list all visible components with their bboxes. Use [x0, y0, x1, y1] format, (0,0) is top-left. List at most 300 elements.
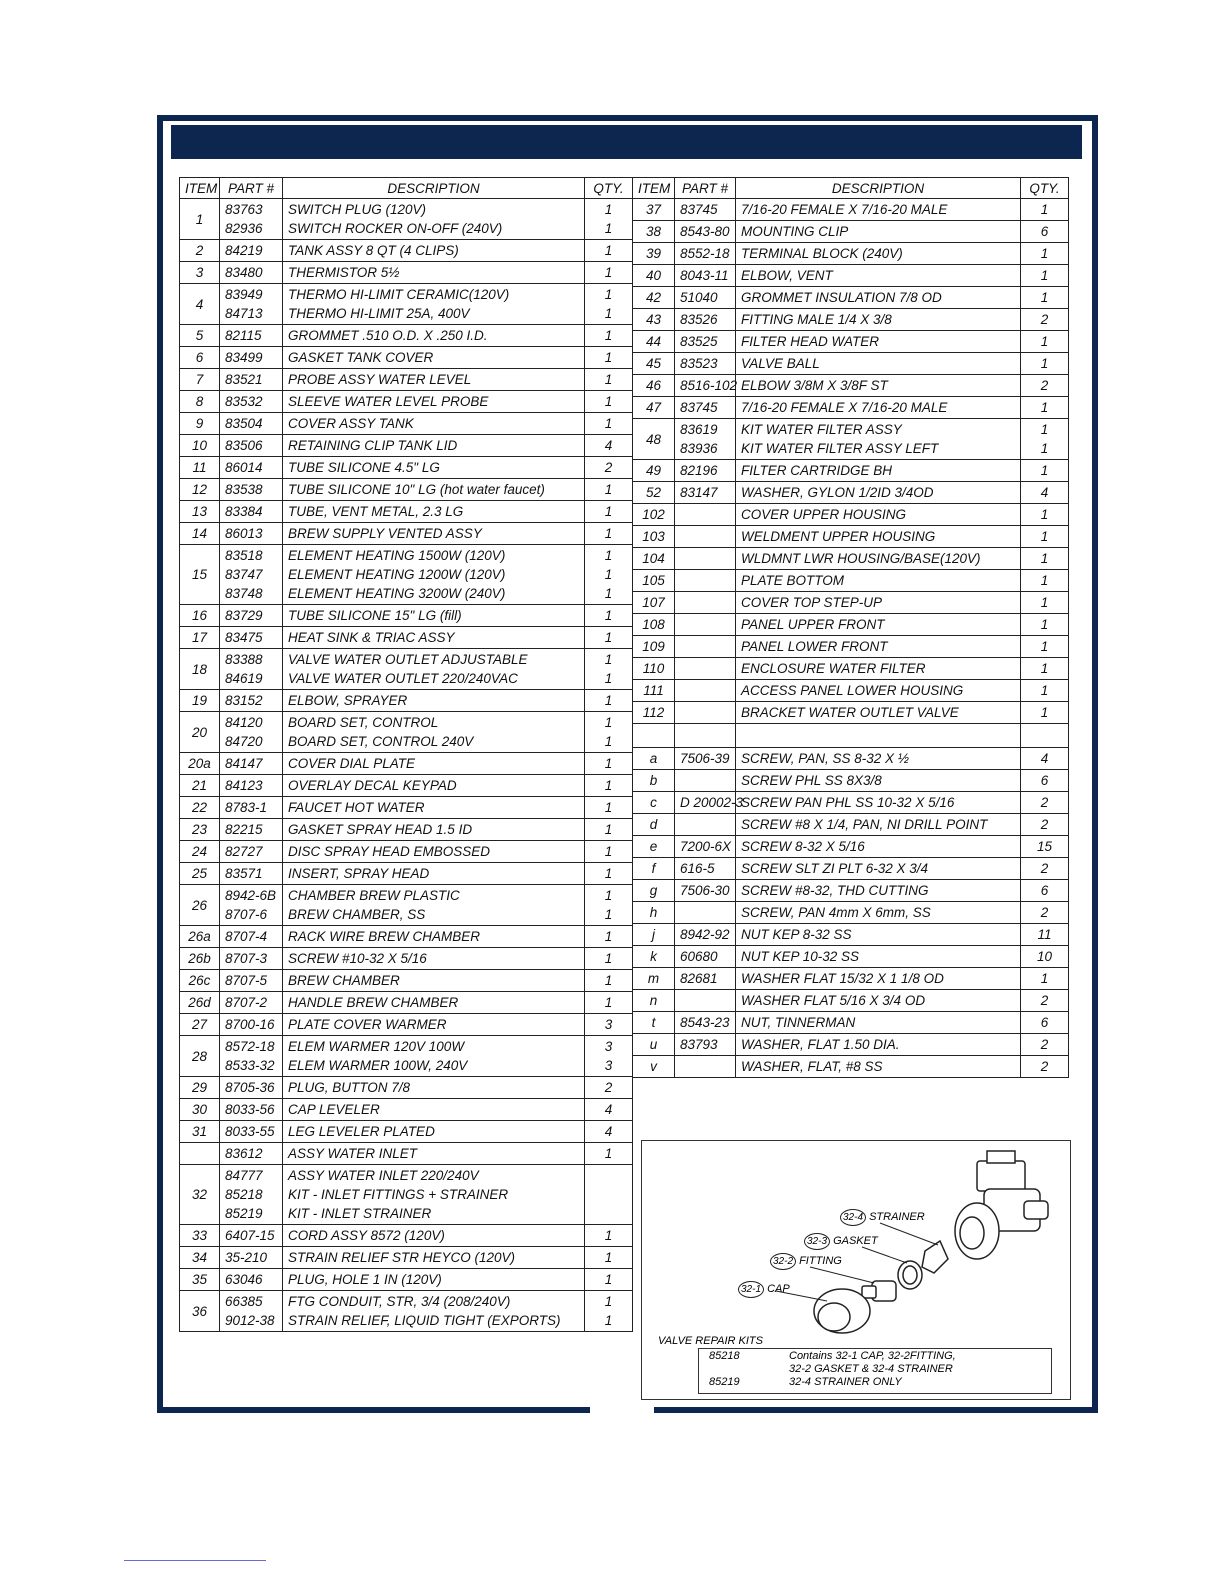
description-text: SCREW SLT ZI PLT 6-32 X 3/4: [741, 861, 929, 876]
qty-cell: [1021, 570, 1069, 592]
item-cell: 21: [180, 775, 220, 797]
description-text: ACCESS PANEL LOWER HOUSING: [741, 683, 964, 698]
table-row: [180, 885, 633, 926]
table-row: [180, 262, 633, 284]
part-cell: [675, 570, 736, 592]
qty-text: 1: [604, 265, 613, 280]
description-cell: [283, 970, 585, 992]
item-cell: m: [633, 968, 675, 990]
part-cell: [220, 885, 283, 926]
description-cell: [283, 545, 585, 605]
description-text: FILTER CARTRIDGE BH: [741, 463, 893, 478]
qty-cell: [585, 262, 633, 284]
description-cell: [736, 748, 1021, 770]
table-row: [633, 592, 1069, 614]
item-cell: 25: [180, 863, 220, 885]
qty-text: 1: [604, 287, 613, 302]
part-cell: [220, 1014, 283, 1036]
qty-text: 1: [604, 1313, 613, 1328]
table-row: [180, 1036, 633, 1077]
part-cell: [220, 240, 283, 262]
part-text: 83152: [225, 693, 263, 708]
part-cell: [220, 391, 283, 413]
item-cell: 46: [633, 375, 675, 397]
qty-text: 1: [1040, 463, 1049, 478]
description-text: ASSY WATER INLET: [288, 1146, 418, 1161]
description-text: LEG LEVELER PLATED: [288, 1124, 435, 1139]
part-text: 83936: [680, 441, 718, 456]
table-row: [180, 1291, 633, 1332]
part-text: 83521: [225, 372, 263, 387]
part-cell: [675, 331, 736, 353]
description-text: PROBE ASSY WATER LEVEL: [288, 372, 472, 387]
item-cell: 39: [633, 243, 675, 265]
description-cell: [736, 592, 1021, 614]
description-cell: [736, 526, 1021, 548]
qty-text: 2: [1040, 1037, 1049, 1052]
qty-text: 6: [1040, 773, 1049, 788]
description-cell: [283, 369, 585, 391]
item-cell: 18: [180, 649, 220, 690]
part-text: 8572-18: [225, 1039, 275, 1054]
qty-cell: [585, 1165, 633, 1225]
item-cell: 2: [180, 240, 220, 262]
qty-cell: [1021, 902, 1069, 924]
description-text: KIT WATER FILTER ASSY: [741, 422, 902, 437]
item-cell: 38: [633, 221, 675, 243]
qty-text: 4: [1040, 751, 1049, 766]
part-cell: [220, 501, 283, 523]
qty-cell: [585, 435, 633, 457]
table-row: [180, 325, 633, 347]
part-cell: [220, 690, 283, 712]
table-row: [633, 946, 1069, 968]
qty-cell: [585, 1247, 633, 1269]
description-cell: [283, 605, 585, 627]
part-text: 86014: [225, 460, 263, 475]
description-text: ELBOW, VENT: [741, 268, 833, 283]
description-text: PANEL LOWER FRONT: [741, 639, 888, 654]
part-text: 83147: [680, 485, 718, 500]
part-cell: [675, 548, 736, 570]
table-row: [180, 284, 633, 325]
qty-text: 1: [1040, 507, 1049, 522]
description-text: VALVE BALL: [741, 356, 820, 371]
item-cell: 22: [180, 797, 220, 819]
part-cell: [220, 1247, 283, 1269]
part-cell: [675, 880, 736, 902]
description-text: 7/16-20 FEMALE X 7/16-20 MALE: [741, 202, 948, 217]
item-cell: 12: [180, 479, 220, 501]
item-cell: 6: [180, 347, 220, 369]
qty-text: 1: [604, 734, 613, 749]
qty-cell: [1021, 460, 1069, 482]
item-cell: v: [633, 1056, 675, 1078]
item-cell: 9: [180, 413, 220, 435]
qty-text: 2: [1040, 993, 1049, 1008]
qty-text: 1: [1040, 356, 1049, 371]
part-cell: [675, 243, 736, 265]
table-row: [633, 968, 1069, 990]
description-cell: [283, 753, 585, 775]
description-cell: [736, 658, 1021, 680]
qty-text: 1: [1040, 422, 1049, 437]
description-cell: [283, 863, 585, 885]
item-cell: [180, 1143, 220, 1165]
part-cell: [220, 457, 283, 479]
table-row: [180, 523, 633, 545]
table-row: [180, 435, 633, 457]
item-cell: 7: [180, 369, 220, 391]
item-cell: n: [633, 990, 675, 1012]
table-row: [633, 265, 1069, 287]
description-text: SWITCH ROCKER ON-OFF (240V): [288, 221, 503, 236]
description-text: VALVE WATER OUTLET ADJUSTABLE: [288, 652, 528, 667]
qty-text: 2: [604, 460, 613, 475]
part-cell: [220, 753, 283, 775]
qty-text: 1: [1040, 441, 1049, 456]
qty-text: 1: [1040, 595, 1049, 610]
qty-text: 1: [604, 243, 613, 258]
part-text: 83793: [680, 1037, 718, 1052]
table-row: [180, 819, 633, 841]
qty-cell: [1021, 375, 1069, 397]
qty-text: 10: [1036, 949, 1053, 964]
description-text: SCREW #10-32 X 5/16: [288, 951, 427, 966]
item-cell: 49: [633, 460, 675, 482]
description-cell: [736, 924, 1021, 946]
description-cell: [283, 1225, 585, 1247]
part-cell: [220, 1099, 283, 1121]
description-cell: [283, 712, 585, 753]
description-text: WASHER, FLAT 1.50 DIA.: [741, 1037, 900, 1052]
description-cell: [283, 523, 585, 545]
description-cell: [283, 391, 585, 413]
item-cell: 23: [180, 819, 220, 841]
table-row: [180, 605, 633, 627]
description-text: ELEMENT HEATING 3200W (240V): [288, 586, 506, 601]
qty-text: 4: [604, 1102, 613, 1117]
qty-cell: [585, 1036, 633, 1077]
description-cell: [736, 482, 1021, 504]
description-cell: [283, 413, 585, 435]
part-text: 83747: [225, 567, 263, 582]
part-text: 82681: [680, 971, 718, 986]
qty-text: 1: [604, 693, 613, 708]
qty-cell: [585, 1014, 633, 1036]
header-band: [171, 125, 1082, 159]
description-cell: [736, 880, 1021, 902]
table-row: [633, 397, 1069, 419]
part-cell: [220, 605, 283, 627]
description-cell: [283, 457, 585, 479]
qty-cell: [585, 819, 633, 841]
description-cell: [736, 504, 1021, 526]
table-row: [180, 545, 633, 605]
description-cell: [736, 1012, 1021, 1034]
qty-text: 1: [1040, 268, 1049, 283]
item-cell: 109: [633, 636, 675, 658]
part-text: 85219: [225, 1206, 263, 1221]
description-cell: [283, 926, 585, 948]
table-row: [633, 902, 1069, 924]
table-row: [633, 702, 1069, 724]
part-text: 83949: [225, 287, 263, 302]
description-text: CAP LEVELER: [288, 1102, 380, 1117]
qty-text: 1: [604, 221, 613, 236]
description-cell: [736, 702, 1021, 724]
qty-text: 4: [604, 438, 613, 453]
table-row: [180, 413, 633, 435]
col-part: PART #: [675, 178, 736, 199]
qty-text: 1: [604, 778, 613, 793]
qty-text: 2: [1040, 817, 1049, 832]
description-text: GASKET SPRAY HEAD 1.5 ID: [288, 822, 473, 837]
item-cell: 43: [633, 309, 675, 331]
part-text: 84713: [225, 306, 263, 321]
qty-cell: [1021, 1056, 1069, 1078]
part-text: 8543-23: [680, 1015, 730, 1030]
part-cell: [220, 1165, 283, 1225]
description-text: ELEM WARMER 120V 100W: [288, 1039, 465, 1054]
table-row: [633, 1056, 1069, 1078]
description-cell: [736, 221, 1021, 243]
description-text: PLUG, HOLE 1 IN (120V): [288, 1272, 442, 1287]
description-text: PLUG, BUTTON 7/8: [288, 1080, 411, 1095]
table-row: [633, 570, 1069, 592]
qty-text: 3: [604, 1039, 613, 1054]
description-cell: [283, 649, 585, 690]
item-cell: 11: [180, 457, 220, 479]
description-text: RACK WIRE BREW CHAMBER: [288, 929, 481, 944]
table-row: [180, 479, 633, 501]
part-cell: [220, 863, 283, 885]
qty-text: 1: [604, 652, 613, 667]
item-cell: 42: [633, 287, 675, 309]
table-row: [633, 990, 1069, 1012]
part-text: 83504: [225, 416, 263, 431]
description-cell: [736, 331, 1021, 353]
item-cell: d: [633, 814, 675, 836]
kit-row: 85219 32-4 STRAINER ONLY: [709, 1376, 902, 1388]
qty-cell: [585, 948, 633, 970]
description-cell: [283, 992, 585, 1014]
table-row: [180, 369, 633, 391]
part-text: 84219: [225, 243, 263, 258]
part-text: 86013: [225, 526, 263, 541]
part-cell: [675, 221, 736, 243]
qty-text: 1: [1040, 551, 1049, 566]
description-text: SWITCH PLUG (120V): [288, 202, 427, 217]
kit-row-cont: 32-2 GASKET & 32-4 STRAINER: [789, 1363, 953, 1375]
qty-text: 1: [604, 328, 613, 343]
table-row: [633, 331, 1069, 353]
description-cell: [283, 627, 585, 649]
description-text: BRACKET WATER OUTLET VALVE: [741, 705, 959, 720]
description-cell: [736, 419, 1021, 460]
description-cell: [283, 1014, 585, 1036]
description-text: ELBOW 3/8M X 3/8F ST: [741, 378, 888, 393]
qty-text: 1: [604, 1250, 613, 1265]
col-item: ITEM: [180, 178, 220, 199]
description-text: ELEMENT HEATING 1200W (120V): [288, 567, 506, 582]
qty-text: 1: [604, 844, 613, 859]
qty-text: 1: [604, 306, 613, 321]
item-cell: 35: [180, 1269, 220, 1291]
description-text: BOARD SET, CONTROL: [288, 715, 439, 730]
part-cell: [675, 858, 736, 880]
qty-text: 1: [604, 1294, 613, 1309]
qty-cell: [1021, 1034, 1069, 1056]
item-cell: 29: [180, 1077, 220, 1099]
part-text: 83518: [225, 548, 263, 563]
part-text: 83525: [680, 334, 718, 349]
item-cell: 34: [180, 1247, 220, 1269]
description-text: INSERT, SPRAY HEAD: [288, 866, 430, 881]
description-text: SCREW, PAN 4mm X 6mm, SS: [741, 905, 931, 920]
description-text: BREW CHAMBER, SS: [288, 907, 426, 922]
part-text: 8533-32: [225, 1058, 275, 1073]
qty-text: 2: [1040, 312, 1049, 327]
description-cell: [283, 325, 585, 347]
qty-cell: [1021, 680, 1069, 702]
part-text: 82727: [225, 844, 263, 859]
description-text: GROMMET INSULATION 7/8 OD: [741, 290, 942, 305]
qty-cell: [585, 1143, 633, 1165]
part-cell: [675, 702, 736, 724]
qty-cell: [585, 1291, 633, 1332]
part-cell: [675, 792, 744, 814]
item-cell: b: [633, 770, 675, 792]
description-text: BREW SUPPLY VENTED ASSY: [288, 526, 482, 541]
description-text: NUT KEP 10-32 SS: [741, 949, 860, 964]
part-text: 83763: [225, 202, 263, 217]
part-cell: [675, 309, 736, 331]
item-cell: 26c: [180, 970, 220, 992]
description-cell: [736, 858, 1021, 880]
table-row: [633, 658, 1069, 680]
qty-cell: [585, 240, 633, 262]
description-cell: [283, 1121, 585, 1143]
part-cell: [220, 926, 283, 948]
part-cell: [675, 353, 736, 375]
table-row: [633, 287, 1069, 309]
qty-text: 1: [604, 888, 613, 903]
description-cell: [736, 990, 1021, 1012]
description-cell: [283, 501, 585, 523]
description-text: WASHER FLAT 15/32 X 1 1/8 OD: [741, 971, 944, 986]
qty-cell: [1021, 814, 1069, 836]
description-text: TUBE SILICONE 4.5" LG: [288, 460, 440, 475]
item-cell: e: [633, 836, 675, 858]
part-text: 8707-4: [225, 929, 268, 944]
qty-text: 6: [1040, 224, 1049, 239]
description-text: DISC SPRAY HEAD EMBOSSED: [288, 844, 491, 859]
part-cell: [675, 1034, 736, 1056]
description-text: WASHER FLAT 5/16 X 3/4 OD: [741, 993, 926, 1008]
table-row: [633, 353, 1069, 375]
description-text: WASHER, GYLON 1/2ID 3/4OD: [741, 485, 934, 500]
description-text: SLEEVE WATER LEVEL PROBE: [288, 394, 489, 409]
table-row: [180, 199, 633, 240]
item-cell: 108: [633, 614, 675, 636]
item-cell: k: [633, 946, 675, 968]
part-cell: [675, 946, 736, 968]
qty-text: 6: [1040, 1015, 1049, 1030]
callout-strainer: 32-4 STRAINER: [840, 1209, 925, 1226]
part-text: 84720: [225, 734, 263, 749]
part-text: 63046: [225, 1272, 263, 1287]
qty-text: 1: [604, 929, 613, 944]
table-row: [633, 858, 1069, 880]
qty-cell: [1021, 1012, 1069, 1034]
col-qty: QTY.: [1021, 178, 1069, 199]
part-text: 83532: [225, 394, 263, 409]
table-row: [633, 614, 1069, 636]
qty-cell: [1021, 309, 1069, 331]
description-cell: [736, 287, 1021, 309]
item-cell: 8: [180, 391, 220, 413]
description-text: GASKET TANK COVER: [288, 350, 434, 365]
part-cell: [675, 265, 736, 287]
description-cell: [283, 1247, 585, 1269]
table-row: [633, 375, 1069, 397]
part-text: 83745: [680, 400, 718, 415]
qty-cell: [1021, 858, 1069, 880]
description-text: CORD ASSY 8572 (120V): [288, 1228, 445, 1243]
item-cell: g: [633, 880, 675, 902]
qty-text: 1: [604, 671, 613, 686]
part-text: 83571: [225, 866, 263, 881]
qty-text: 1: [604, 372, 613, 387]
description-text: HANDLE BREW CHAMBER: [288, 995, 459, 1010]
part-cell: [675, 990, 736, 1012]
part-text: 66385: [225, 1294, 263, 1309]
qty-cell: [1021, 287, 1069, 309]
qty-text: 1: [604, 973, 613, 988]
table-row: [633, 792, 1069, 814]
qty-cell: [1021, 331, 1069, 353]
description-cell: [736, 680, 1021, 702]
part-text: 83745: [680, 202, 718, 217]
qty-text: 6: [1040, 883, 1049, 898]
qty-cell: [1021, 924, 1069, 946]
description-text: KIT - INLET STRAINER: [288, 1206, 432, 1221]
item-cell: 36: [180, 1291, 220, 1332]
part-text: 84123: [225, 778, 263, 793]
qty-text: 1: [604, 866, 613, 881]
qty-cell: [585, 347, 633, 369]
description-text: RETAINING CLIP TANK LID: [288, 438, 458, 453]
part-text: 8707-2: [225, 995, 268, 1010]
qty-cell: [1021, 526, 1069, 548]
qty-text: 1: [1040, 334, 1049, 349]
description-text: TUBE SILICONE 10" LG (hot water faucet): [288, 482, 545, 497]
part-cell: [220, 347, 283, 369]
description-cell: [283, 262, 585, 284]
description-cell: [736, 770, 1021, 792]
valve-diagram: [641, 1140, 1071, 1400]
table-row: [180, 1099, 633, 1121]
description-text: ELEM WARMER 100W, 240V: [288, 1058, 468, 1073]
qty-cell: [585, 970, 633, 992]
part-cell: [220, 712, 283, 753]
qty-cell: [1021, 221, 1069, 243]
part-cell: [675, 924, 736, 946]
part-cell: [675, 680, 736, 702]
col-qty: QTY.: [585, 178, 633, 199]
qty-text: 1: [1040, 400, 1049, 415]
